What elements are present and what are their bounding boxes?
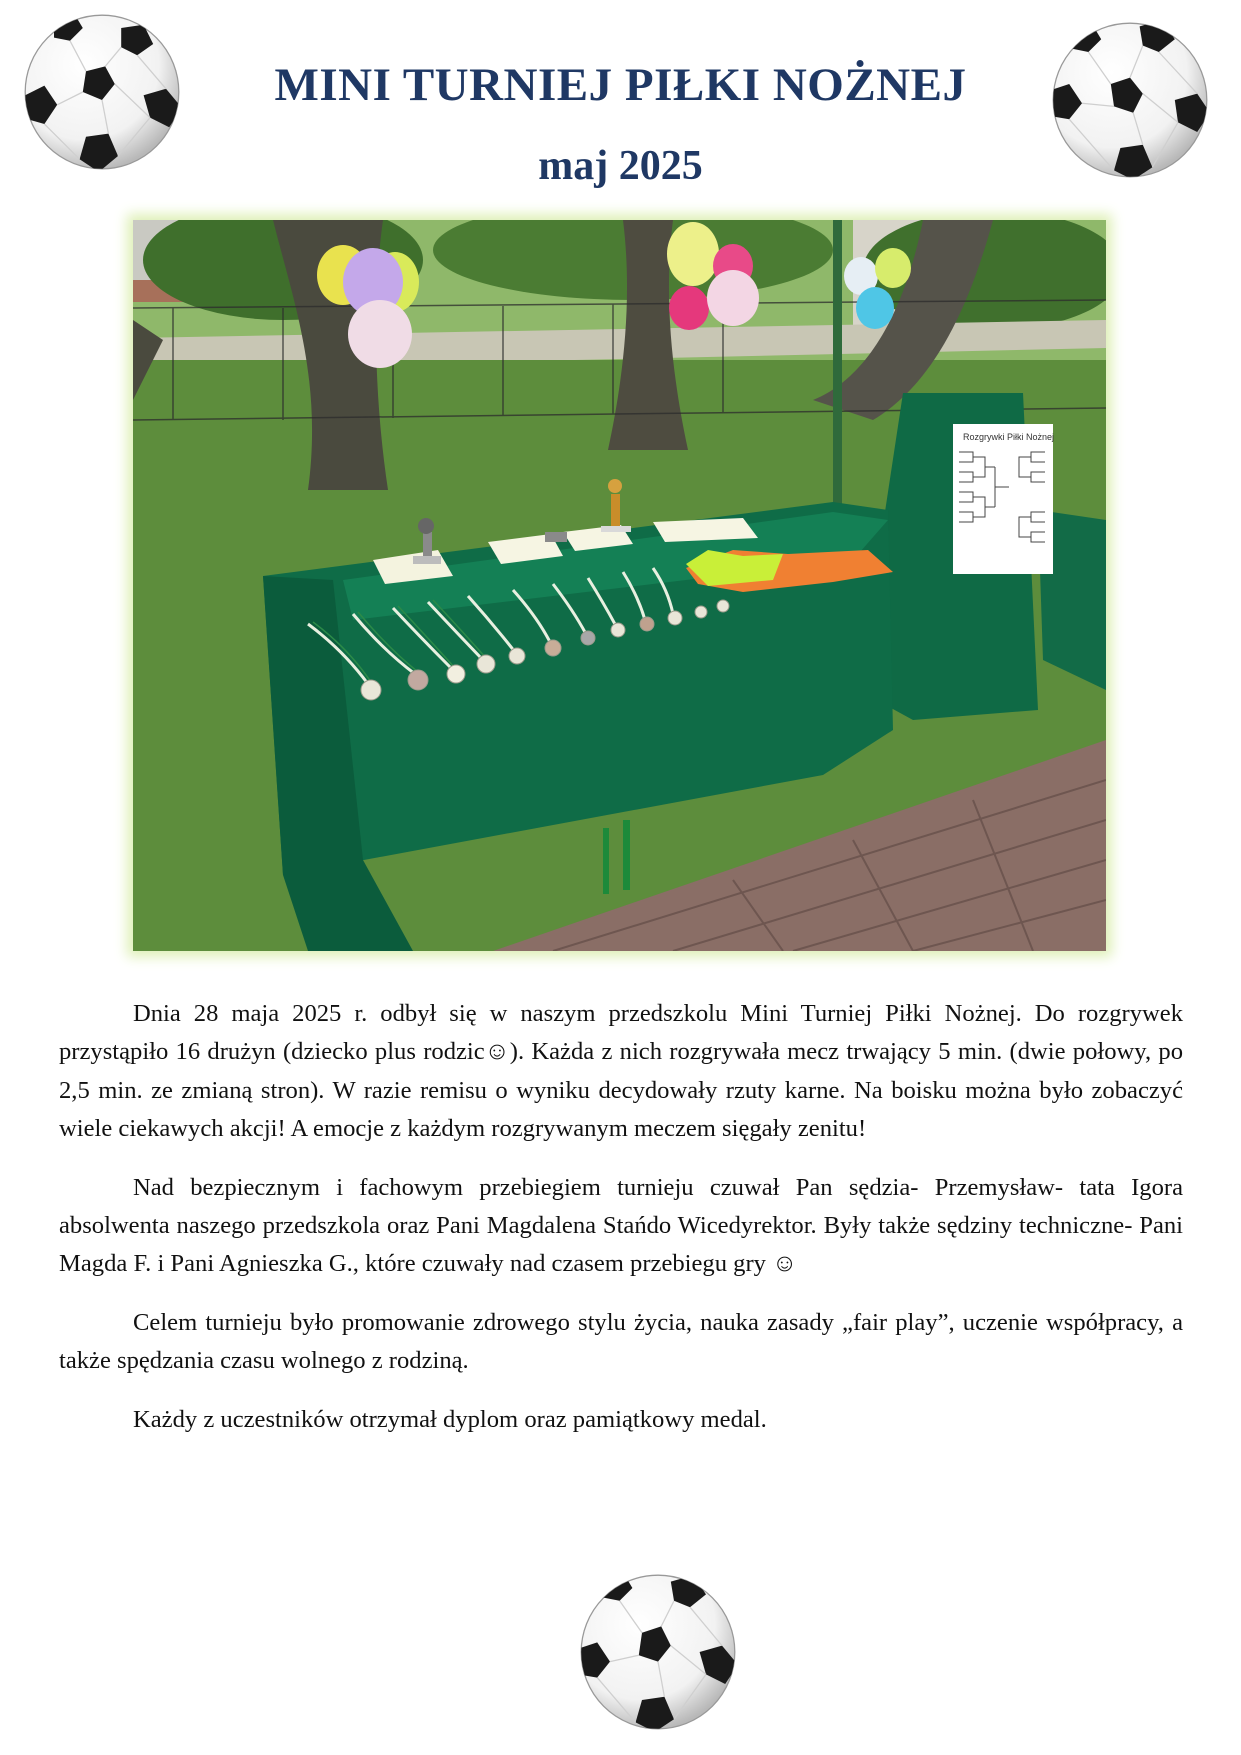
paragraph: Dnia 28 maja 2025 r. odbył się w naszym przedszkolu Mini Turniej Piłki Nożnej. Do rozgrywek przystąpiło 16 drużyn (dziecko plus rodzic☺). Każda z nich rozgrywała mecz trwający 5 min. (dwie połowy, po 2,5 min. ze zmianą stron). W razie remisu o wyniku decydowały rzuty karne. Na boisku można było zobaczyć wiele ciekawych akcji! A emocje z każdym rozgrywanym meczem sięgały zenitu! [59, 1000, 1183, 1143]
paragraph: Celem turnieju było promowanie zdrowego stylu życia, nauka zasady „fair play”, uczenie współpracy, a także spędzania czasu wolnego z rodziną. [59, 1308, 1183, 1375]
page-subtitle: maj 2025 [538, 143, 703, 189]
page-title: MINI TURNIEJ PIŁKI NOŻNEJ [274, 59, 967, 111]
article-body [59, 995, 1183, 1459]
paragraph: Nad bezpiecznym i fachowym przebiegiem turnieju czuwał Pan sędzia- Przemysław- tata Igora absolwenta naszego przedszkola oraz Pani Magdalena Stańdo Wicedyrektor. Były także sędziny techniczne- Pani Magda F. i Pani Agnieszka G., które czuwały nad czasem przebiegu gry ☺ [59, 1173, 1183, 1278]
tournament-photo [133, 220, 1106, 951]
bracket-heading: Rozgrywki Piłki Nożnej [963, 432, 1055, 442]
soccer-ball-icon [578, 1572, 738, 1732]
paragraph: Każdy z uczestników otrzymał dyplom oraz pamiątkowy medal. [133, 1405, 767, 1433]
